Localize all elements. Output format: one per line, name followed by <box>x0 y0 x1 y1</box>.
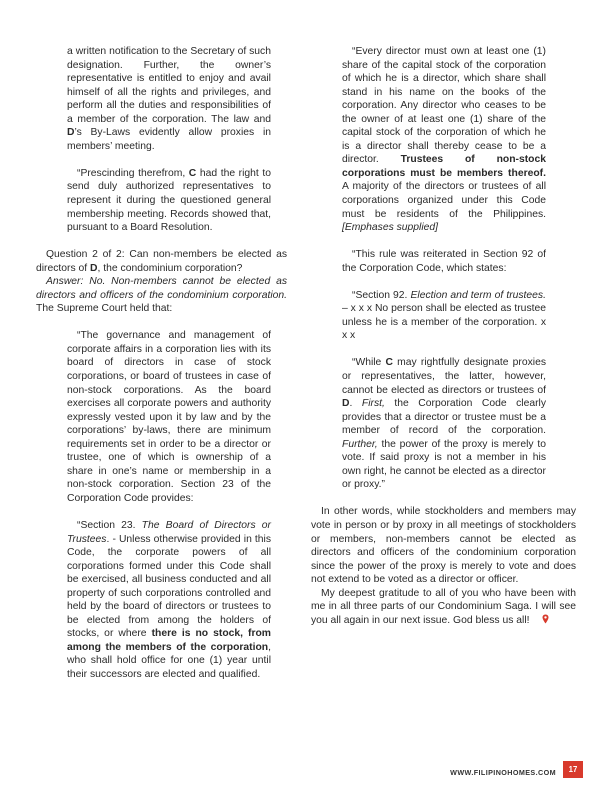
quote-section-23: “Section 23. The Board of Directors or Trustees. - Unless otherwise provided in this Code, the corporate powers of all corporations formed under this Code shall be exercised, all business conducted and all property of such corporations controlled and held by the board of directors or trustees to be elected from among the holders of stocks, or where there is no stock, from among the members of the corporation, who shall hold office for one (1) year until their successors are elected and qualified. <box>67 519 271 680</box>
map-pin-icon <box>532 614 549 629</box>
conclusion-paragraph: In other words, while stockholders and members may vote in person or by proxy in all meetings of stockholders or members, non-members cannot be elected as directors and officers of the condominium corporation since the power of the proxy is merely to vote and does not extend to be voted as a director or officer. <box>311 506 576 586</box>
right-column <box>311 45 576 628</box>
question-heading: Question 2 of 2: Can non-members be elected as directors of D, the condominium corporation? <box>36 249 287 274</box>
thanks-paragraph: My deepest gratitude to all of you who have been with me in all three parts of our Condominium Saga. I will see you all again in our next issue. God bless us all! <box>311 587 576 629</box>
paragraph-prescinding: “Prescinding therefrom, C had the right to send duly authorized representatives to represent it during the questioned general membership meeting. Records showed that, pursuant to a Board Resolution. <box>67 167 271 234</box>
paragraph-proxy-notification: a written notification to the Secretary of such designation. Further, the owner’s representative is entitled to enjoy and avail himself of all the rights and privileges, and perform all the duties and responsibilities of a member of the corporation. The law and D’s By-Laws evidently allow proxies in members’ meeting. <box>67 46 271 152</box>
quote-section-92: “Section 92. Election and term of trustees. – x x x No person shall be elected as trustee unless he is a member of the corporation. x x x <box>342 289 546 342</box>
quote-proxies: “While C may rightfully designate proxies or representatives, the latter, however, cannot be elected as directors or trustees of D. First, the Corporation Code clearly provides that a director or trustee must be a member of record of the corporation. Further, the power of the proxy is merely to vote. If said proxy is not a member in his own right, he cannot be elected as a director or proxy.” <box>342 357 547 491</box>
left-column <box>36 45 287 682</box>
quote-section-92-intro: “This rule was reiterated in Section 92 of the Corporation Code, which states: <box>342 249 546 274</box>
quote-governance: “The governance and management of corporate affairs in a corporation lies with its board of directors in case of stock corporations, or board of trustees in case of non-stock corporations. As the board exercises all corporate powers and authority expressly vested upon it by law and by the corporations’ by-laws, there are minimum requirements set in order to be a director or trustee, one of which is ownership of a share in one’s name or membership in a non-stock corporation. Section 23 of the Corporation Code provides: <box>67 330 271 504</box>
page-number: 17 <box>563 761 583 778</box>
quote-director-share: “Every director must own at least one (1) share of the capital stock of the corporation of which he is a director, which share shall stand in his name on the books of the corporation. Any director who ceases to be the owner of at least one (1) share of the capital stock of the corporation of which he is a director shall thereby cease to be a director. Trustees of non-stock corporations must be members thereof. A majority of the directors or trustees of all corporations organized under this Code must be residents of the Philippines. [Emphases supplied] <box>342 46 546 234</box>
footer-website: WWW.FILIPINOHOMES.COM <box>450 768 556 777</box>
answer-paragraph: Answer: No. Non-members cannot be elected as directors and officers of the condominium corporation. The Supreme Court held that: <box>36 276 287 315</box>
